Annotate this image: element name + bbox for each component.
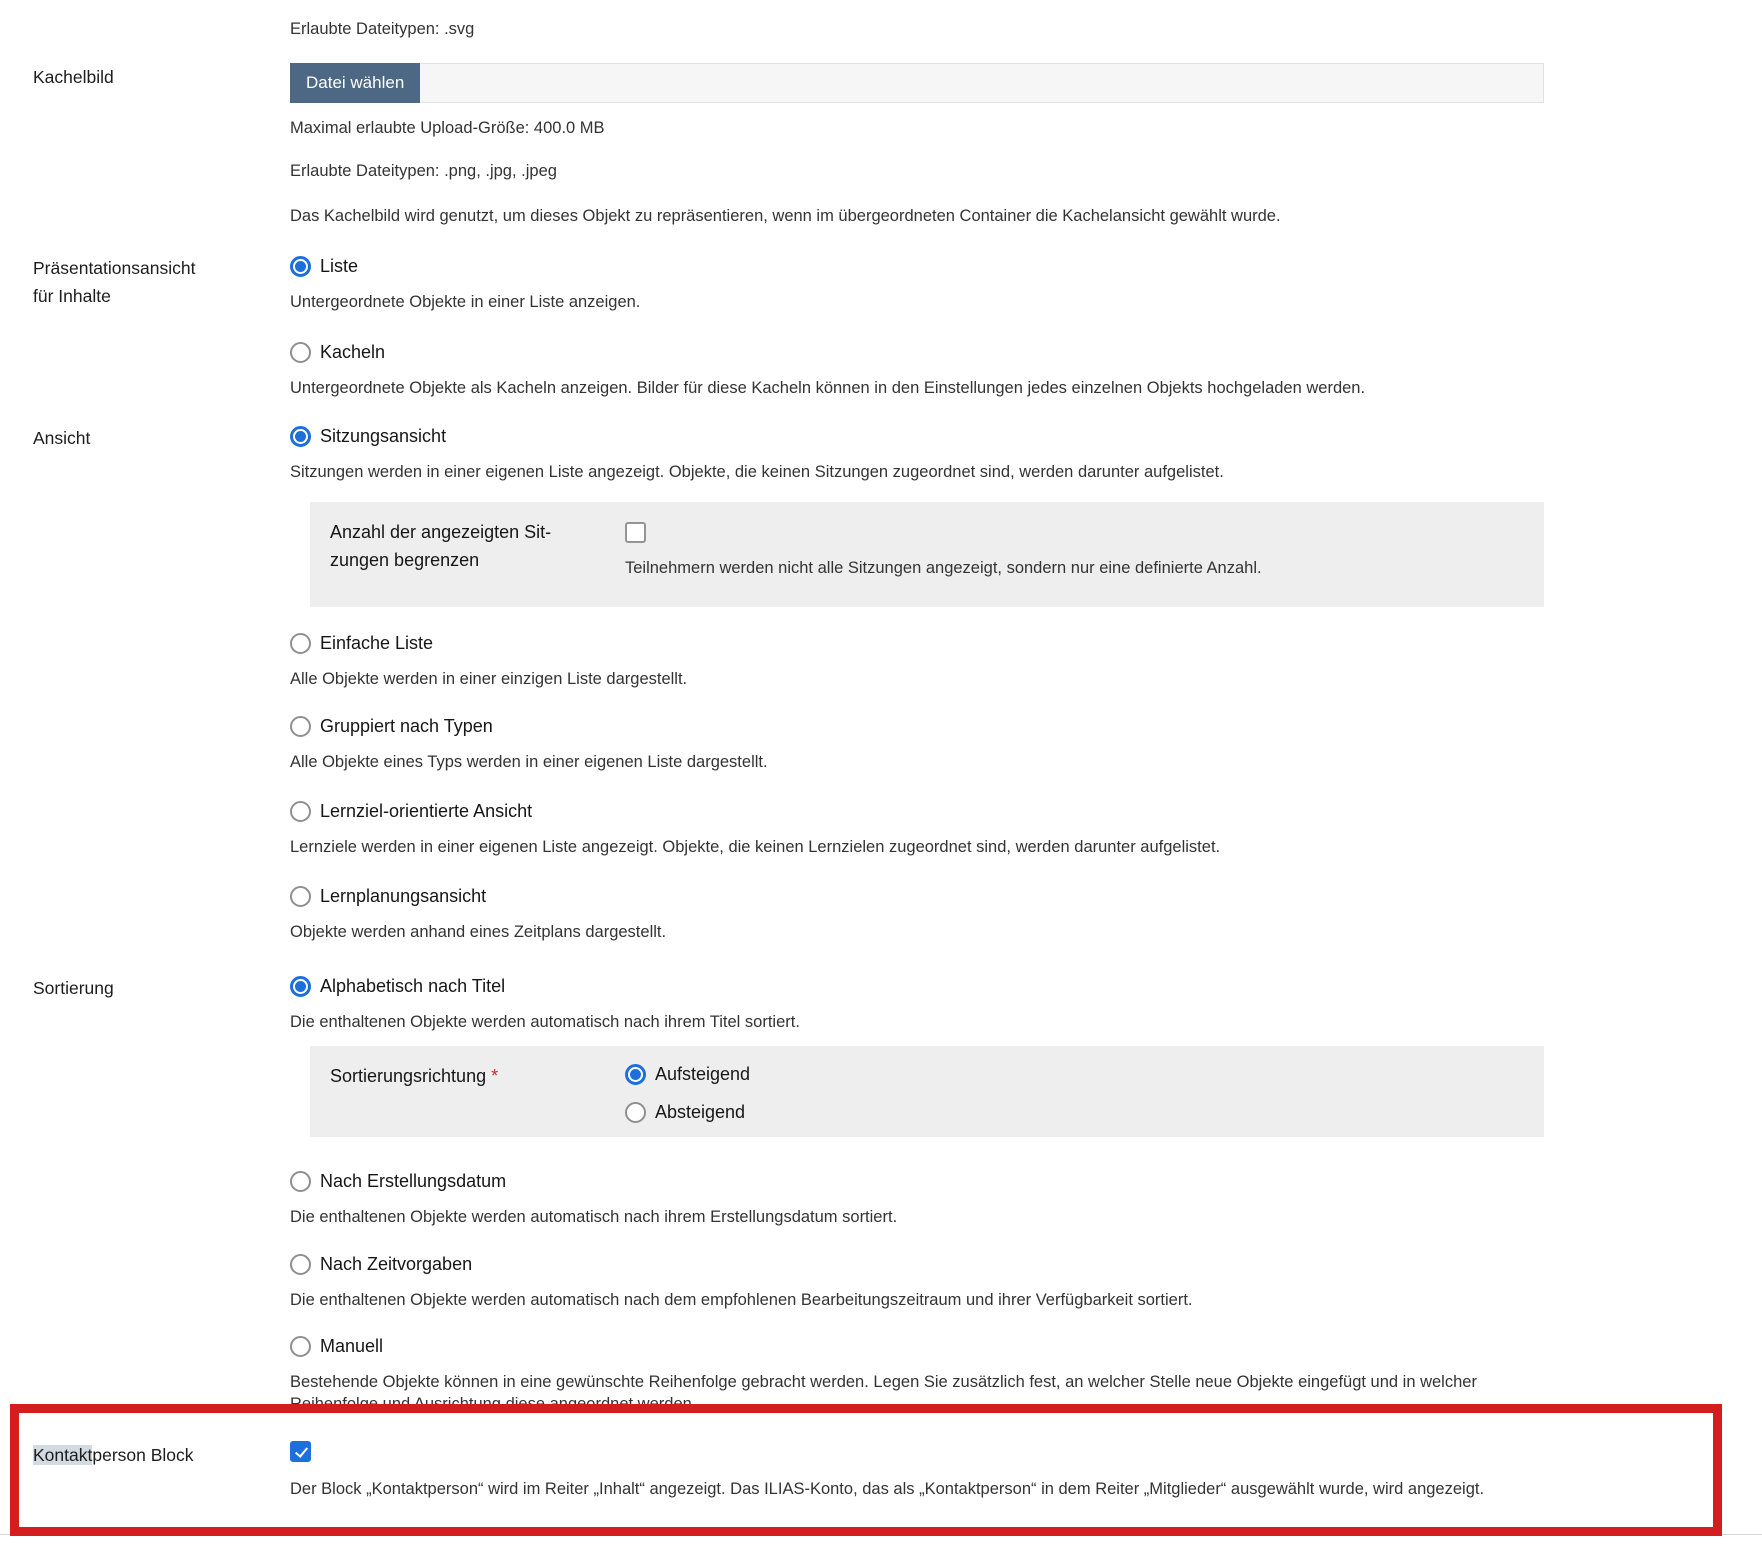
radio-option-kacheln[interactable]: Kacheln [290,340,1544,365]
field-label-kachelbild: Kachelbild [33,67,114,87]
radio-option-manuell[interactable]: Manuell [290,1334,1544,1359]
contact-block-desc: Der Block „Kontaktperson“ wird im Reiter „Inhalt“ angezeigt. Das ILIAS-Konto, das als „Kontaktperson“ in dem Reiter „Mitglieder“ ausgewählt wurde, wird angezeigt. [290,1480,1485,1498]
selected-text-highlight: Kontakt [33,1445,93,1465]
radio-option-sitzungsansicht[interactable]: Sitzungsansicht [290,424,1544,449]
radio-icon[interactable] [290,342,311,363]
label-line-1: Präsentationsansicht [33,258,196,278]
radio-icon[interactable] [290,1336,311,1357]
option-desc: Die enthaltenen Objekte werden automatisch nach ihrem Erstellungsdatum sortiert. [290,1208,898,1226]
radio-option-absteigend[interactable]: Absteigend [625,1100,1520,1125]
radio-option-nach-zeitvorgaben[interactable]: Nach Zeitvorgaben [290,1252,1544,1277]
option-desc: Untergeordnete Objekte in einer Liste anzeigen. [290,293,641,311]
option-desc: Die enthaltenen Objekte werden automatisch nach ihrem Titel sortiert. [290,1013,800,1031]
contact-block-checkbox[interactable] [290,1441,311,1462]
allowed-filetypes-byline: Erlaubte Dateitypen: .png, .jpg, .jpeg [290,162,557,180]
radio-icon[interactable] [625,1064,646,1085]
radio-icon[interactable] [290,1171,311,1192]
radio-icon[interactable] [290,801,311,822]
field-label-kontaktperson-block: Kontaktperson Block [33,1445,194,1465]
view-row [0,424,1762,943]
max-upload-byline: Maximal erlaubte Upload-Größe: 400.0 MB [290,119,605,137]
radio-option-alphabetisch-nach-titel[interactable]: Alphabetisch nach Titel [290,974,1544,999]
option-desc: Sitzungen werden in einer eigenen Liste angezeigt. Objekte, die keinen Sitzungen zugeordnet sind, werden darunter aufgelistet. [290,463,1224,481]
option-desc: Bestehende Objekte können in eine gewünschte Reihenfolge gebracht werden. Legen Sie zusätzlich fest, an welcher Stelle neue Objekte eingefügt und in welcher Reihenfolge und Ausrichtung diese angeordnet werden. [290,1373,1477,1413]
limit-sessions-checkbox[interactable] [625,522,646,543]
radio-option-liste[interactable]: Liste [290,254,1544,279]
label-line-1: Anzahl der angezeigten Sit- [330,522,552,542]
radio-option-einfache-liste[interactable]: Einfache Liste [290,631,1544,656]
empty-label-col [0,18,290,40]
radio-icon[interactable] [290,256,311,277]
label-line-2: zungen begrenzen [330,550,480,570]
radio-icon[interactable] [290,1254,311,1275]
radio-option-aufsteigend[interactable]: Aufsteigend [625,1062,1520,1087]
radio-option-lernziel-orientierte-ansicht[interactable]: Lernziel-orientierte Ansicht [290,799,1544,824]
option-desc: Alle Objekte werden in einer einzigen Liste dargestellt. [290,670,688,688]
required-mark: * [491,1066,499,1086]
field-label-sortierung: Sortierung [33,978,114,998]
option-desc: Alle Objekte eines Typs werden in einer eigenen Liste dargestellt. [290,753,768,771]
limit-sessions-desc: Teilnehmern werden nicht alle Sitzungen angezeigt, sondern nur eine definierte Anzahl. [625,559,1262,577]
allowed-filetypes-svg-byline: Erlaubte Dateitypen: .svg [290,20,475,38]
radio-option-nach-erstellungsdatum[interactable]: Nach Erstellungsdatum [290,1169,1544,1194]
radio-icon[interactable] [290,976,311,997]
radio-icon[interactable] [290,886,311,907]
kachelbild-row [0,63,1762,227]
label-line-2: für Inhalte [33,286,111,306]
limit-sessions-panel [310,502,1544,607]
option-desc: Die enthaltenen Objekte werden automatisch nach dem empfohlenen Bearbeitungszeitraum und ihrer Verfügbarkeit sortiert. [290,1291,1193,1309]
kachelbild-info-byline: Das Kachelbild wird genutzt, um dieses Objekt zu repräsentieren, wenn im übergeordneten Container die Kachelansicht gewählt wurde. [290,207,1281,225]
option-desc: Lernziele werden in einer eigenen Liste angezeigt. Objekte, die keinen Lernzielen zugeordnet sind, werden darunter aufgelistet. [290,838,1221,856]
previous-field-row [0,18,1762,40]
sorting-row [0,974,1762,1415]
radio-option-lernplanungsansicht[interactable]: Lernplanungsansicht [290,884,1544,909]
sort-direction-label: Sortierungsrichtung * [330,1066,499,1086]
tile-image-file-input[interactable] [290,63,1544,103]
radio-icon[interactable] [290,633,311,654]
file-choose-button[interactable]: Datei wählen [290,63,420,103]
presentation-row [0,254,1762,399]
option-desc: Untergeordnete Objekte als Kacheln anzeigen. Bilder für diese Kacheln können in den Einstellungen jedes einzelnen Objekts hochgeladen werden. [290,379,1366,397]
radio-icon[interactable] [625,1102,646,1123]
section-divider [0,1534,1762,1535]
radio-option-gruppiert-nach-typen[interactable]: Gruppiert nach Typen [290,714,1544,739]
radio-icon[interactable] [290,426,311,447]
radio-icon[interactable] [290,716,311,737]
contact-block-row [0,1415,1762,1536]
field-label-ansicht: Ansicht [33,428,91,448]
field-label-praesentationsansicht [0,254,290,399]
option-desc: Objekte werden anhand eines Zeitplans dargestellt. [290,923,667,941]
file-input-field[interactable] [420,63,1544,103]
sort-direction-panel [310,1046,1544,1137]
limit-sessions-label [310,518,625,579]
